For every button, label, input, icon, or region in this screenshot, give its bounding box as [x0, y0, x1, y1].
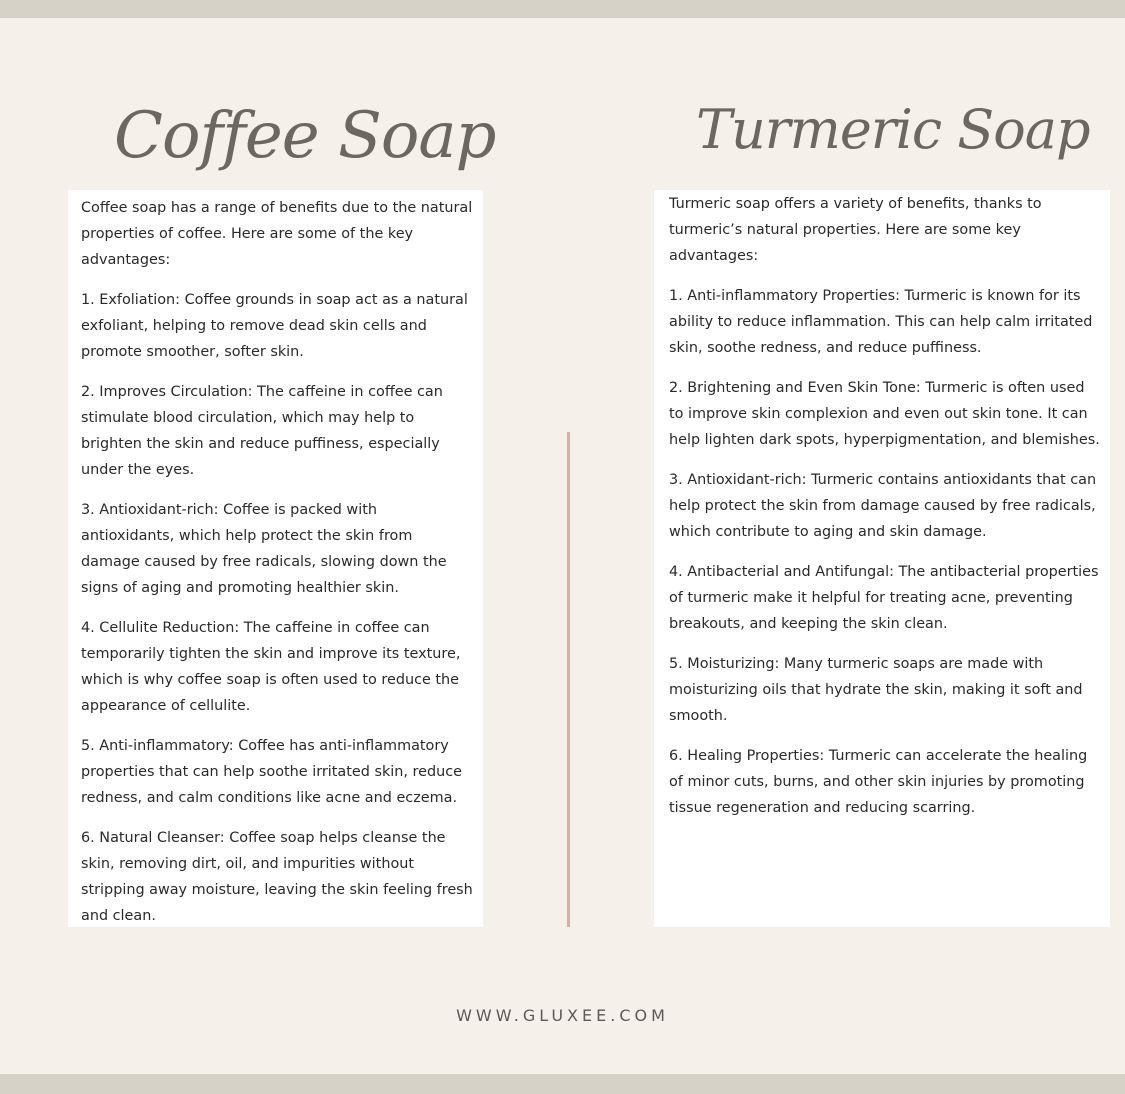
bottom-border-band: [0, 1074, 1125, 1094]
turmeric-soap-title: Turmeric Soap: [696, 98, 1090, 162]
turmeric-soap-panel: [654, 190, 1110, 927]
coffee-benefit-circulation: 2. Improves Circulation: The caffeine in coffee can stimulate blood circulation, which may help to brighten the skin and reduce puffiness, especially under the eyes.: [81, 384, 443, 478]
coffee-intro-paragraph: Coffee soap has a range of benefits due to the natural properties of coffee. Here are some of the key advantages:: [81, 200, 473, 268]
coffee-soap-panel: [68, 190, 483, 927]
coffee-benefit-antioxidant: 3. Antioxidant-rich: Coffee is packed with antioxidants, which help protect the skin from damage caused by free radicals, slowing down the signs of aging and promoting healthier skin.: [81, 502, 447, 596]
coffee-soap-title: Coffee Soap: [114, 98, 496, 173]
turmeric-benefit-antioxidant: 3. Antioxidant-rich: Turmeric contains antioxidants that can help protect the skin from damage caused by free radicals, which contribute to aging and skin damage.: [669, 472, 1097, 540]
coffee-benefit-exfoliation: 1. Exfoliation: Coffee grounds in soap act as a natural exfoliant, helping to remove dead skin cells and promote smoother, softer skin.: [81, 292, 468, 360]
coffee-benefit-cleanser: 6. Natural Cleanser: Coffee soap helps cleanse the skin, removing dirt, oil, and impurities without stripping away moisture, leaving the skin feeling fresh and clean.: [81, 830, 473, 924]
coffee-benefit-anti-inflammatory: 5. Anti-inflammatory: Coffee has anti-inflammatory properties that can help soothe irritated skin, reduce redness, and calm conditions like acne and eczema.: [81, 738, 463, 806]
turmeric-benefit-healing: 6. Healing Properties: Turmeric can accelerate the healing of minor cuts, burns, and other skin injuries by promoting tissue regeneration and reducing scarring.: [669, 748, 1088, 816]
turmeric-benefit-anti-inflammatory: 1. Anti-inflammatory Properties: Turmeric is known for its ability to reduce inflammation. This can help calm irritated skin, soothe redness, and reduce puffiness.: [669, 288, 1093, 356]
turmeric-benefit-antibacterial: 4. Antibacterial and Antifungal: The antibacterial properties of turmeric make it helpful for treating acne, preventing breakouts, and keeping the skin clean.: [669, 564, 1099, 632]
coffee-benefit-cellulite: 4. Cellulite Reduction: The caffeine in coffee can temporarily tighten the skin and improve its texture, which is why coffee soap is often used to reduce the appearance of cellulite.: [81, 620, 461, 714]
center-divider: [567, 432, 570, 927]
turmeric-benefit-moisturizing: 5. Moisturizing: Many turmeric soaps are made with moisturizing oils that hydrate the skin, making it soft and smooth.: [669, 656, 1083, 724]
turmeric-intro-paragraph: Turmeric soap offers a variety of benefits, thanks to turmeric’s natural properties. Here are some key advantages:: [669, 196, 1042, 264]
turmeric-benefit-brightening: 2. Brightening and Even Skin Tone: Turmeric is often used to improve skin complexion and even out skin tone. It can help lighten dark spots, hyperpigmentation, and blemishes.: [669, 380, 1100, 448]
top-border-band: [0, 0, 1125, 18]
website-footer: WWW.GLUXEE.COM: [456, 1006, 669, 1025]
